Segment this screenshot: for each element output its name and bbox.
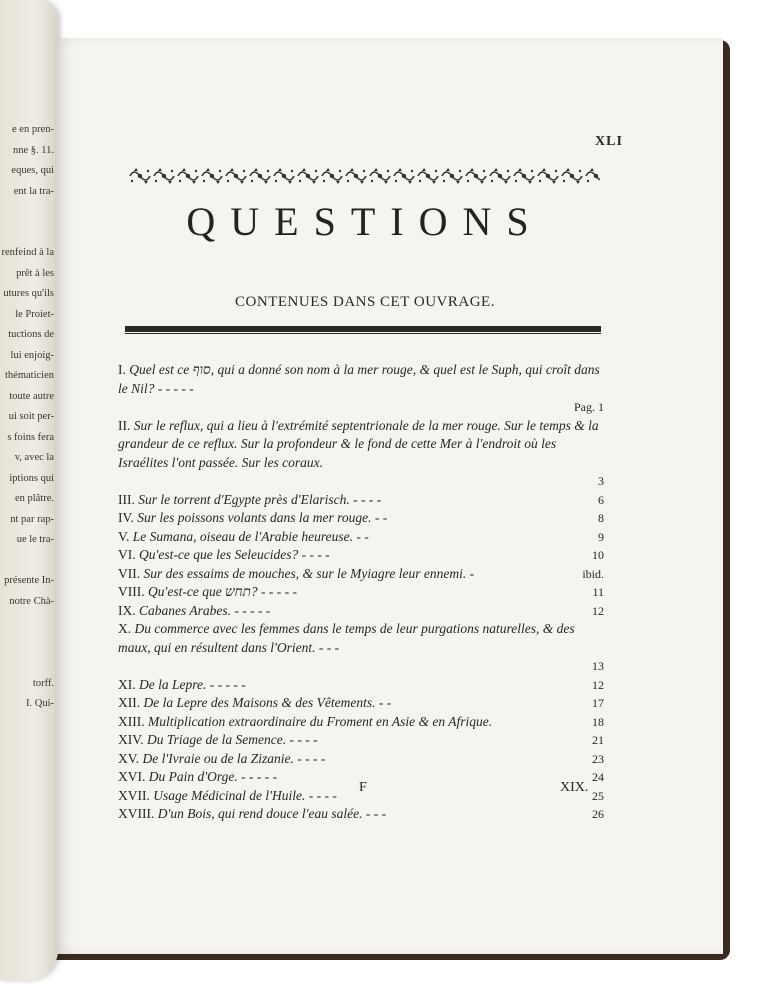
toc-entry-page: 12 [592, 603, 604, 618]
toc-entry [118, 694, 604, 713]
toc-entry-text: De l'Ivraie ou de la Zizanie. - - - - [142, 750, 326, 766]
left-page-line: I. Qui- [26, 698, 54, 709]
left-page-line: utures qu'ils [3, 288, 54, 299]
toc-entry-title [118, 546, 330, 565]
left-page-line [0, 202, 58, 223]
toc-entry-page: 24 [592, 770, 604, 784]
toc-entry [118, 805, 604, 824]
toc-entry-number: II. [118, 417, 134, 433]
toc-entry-title [118, 768, 277, 787]
catchword: XIX. [560, 780, 589, 795]
toc-entry-number: VIII. [118, 584, 148, 599]
toc-entry [118, 602, 604, 621]
toc-entry [118, 546, 604, 565]
left-page-line: en plâtre. [14, 493, 54, 504]
toc-entry-text: D'un Bois, qui rend douce l'eau salée. - - - [157, 806, 387, 821]
left-page-line: nt par rap- [10, 513, 54, 525]
toc-entry-title [118, 750, 325, 769]
toc-entry-number: XVIII. [118, 806, 158, 821]
left-page-line: e en pren- [12, 124, 54, 135]
toc-entry-text: Du commerce avec les femmes dans le temps de leur purgations naturelles, & des maux, qui en résultent dans l'Orient. - - - [118, 621, 575, 655]
toc-entry-page: 3 [598, 474, 604, 488]
toc-entry-page: Pag. 1 [574, 400, 604, 414]
toc-entry-text: De la Lepre. - - - - - [139, 676, 246, 692]
toc-entry-page: ibid. [582, 566, 604, 581]
toc-entry-page: 11 [592, 585, 604, 599]
toc-entry [118, 731, 604, 750]
left-page-line: iptions qui [9, 472, 54, 484]
toc-entry-text: Usage Médicinal de l'Huile. - - - - [153, 787, 337, 803]
left-page-line: lui enjoig- [10, 349, 54, 361]
left-page-line: torff. [32, 677, 54, 689]
toc-entry-title [118, 621, 575, 655]
toc-entry-text: Du Triage de la Semence. - - - - [147, 732, 318, 747]
toc-entry-title [118, 418, 599, 470]
left-page-line: nne §. 11. [12, 144, 54, 156]
toc-entry-title [118, 676, 246, 695]
left-page-line: eques, qui [11, 165, 54, 176]
ornament-band [128, 165, 600, 187]
toc-entry [118, 620, 604, 676]
page-title: QUESTIONS [186, 199, 544, 244]
toc-entry-title [118, 491, 381, 510]
toc-entry-number: VI. [118, 547, 139, 562]
toc-entry-page: 21 [592, 733, 604, 747]
toc-entry-text: Sur les poissons volants dans la mer rouge. - - [137, 510, 388, 525]
toc-entry-text: Sur le reflux, qui a lieu à l'extrémité septentrionale de la mer rouge. Sur le temps & la grandeur de ce reflux. Sur la profondeur & le fond de cette Mer à l'endroit où les Israélites l'ont passée. Sur les coraux. [118, 417, 599, 470]
toc-entry-text: Qu'est-ce que les Seleucides? - - - - [139, 547, 330, 562]
left-page-line: v, avec la [14, 452, 54, 463]
toc-entry-text: Sur le torrent d'Egypte près d'Elarisch. - - - - [138, 491, 382, 507]
toc-entry-title [118, 362, 600, 396]
left-page [0, 0, 58, 980]
toc-entry [118, 565, 604, 584]
toc-entry-text: Du Pain d'Orge. - - - - - [148, 769, 278, 784]
toc-entry-text: Multiplication extraordinaire du Froment en Asie & en Afrique. [148, 713, 493, 729]
table-of-contents [118, 361, 604, 824]
toc-entry-title [118, 583, 297, 602]
toc-entry-page: 17 [592, 696, 604, 710]
toc-entry-number: XVII. [118, 787, 154, 803]
toc-entry-title [118, 528, 369, 547]
left-page-line [0, 223, 58, 244]
toc-entry-number: IV. [118, 510, 138, 525]
toc-entry-number: XII. [118, 695, 144, 710]
toc-entry-number: XIII. [118, 713, 148, 729]
left-page-line: ui soit per- [8, 411, 54, 422]
toc-entry-page: 26 [592, 807, 604, 821]
left-page-line: le Proiet- [15, 308, 54, 320]
toc-entry-text: Le Sumana, oiseau de l'Arabie heureuse. - - [132, 528, 369, 544]
left-page-line: ent la tra- [13, 185, 54, 197]
left-page-line: renfeind à la [1, 247, 54, 258]
page-number: XLI [595, 134, 623, 149]
toc-entry-number: IX. [118, 602, 139, 618]
toc-entry-text: De la Lepre des Maisons & des Vêtements. - - [143, 695, 392, 710]
toc-entry [118, 713, 604, 732]
toc-entry-page: 18 [592, 714, 604, 729]
double-rule [125, 326, 601, 332]
toc-entry-text: Cabanes Arabes. - - - - - [139, 602, 271, 618]
toc-entry-title [118, 713, 492, 732]
toc-entry-number: XV. [118, 750, 143, 766]
toc-entry-page: 13 [592, 659, 604, 673]
toc-entry-number: X. [118, 621, 135, 636]
toc-entry [118, 509, 604, 528]
toc-entry-page: 25 [592, 788, 604, 803]
toc-entry-number: I. [118, 362, 130, 377]
toc-entry [118, 361, 604, 417]
toc-entry-title [118, 731, 318, 750]
left-page-line [0, 551, 58, 572]
toc-entry-title [118, 509, 387, 528]
toc-entry-number: XVI. [118, 769, 149, 784]
signature-mark: F [359, 780, 367, 795]
toc-entry-page: 6 [598, 492, 604, 507]
toc-entry-page: 9 [598, 529, 604, 544]
toc-entry-page: 12 [592, 677, 604, 692]
left-page-line [0, 653, 58, 674]
left-page-line: tuctions de [8, 329, 54, 340]
left-page-line [0, 633, 58, 654]
toc-entry-text: Quel est ce סוף, qui a donné son nom à la mer rouge, & quel est le Suph, qui croît dans le Nil? - - - - - [118, 362, 600, 396]
toc-entry [118, 528, 604, 547]
toc-entry-title [118, 694, 391, 713]
toc-entry-page: 23 [592, 751, 604, 766]
toc-entry-number: V. [118, 528, 133, 544]
toc-entry [118, 417, 604, 491]
toc-entry-number: III. [118, 491, 139, 507]
left-page-line: prêt à les [16, 267, 54, 279]
toc-entry-number: XIV. [118, 732, 148, 747]
toc-entry-title [118, 565, 474, 584]
left-page-line: thématicien [5, 370, 54, 381]
left-page-line: présente In- [4, 575, 54, 586]
toc-entry-text: Qu'est-ce que תחש? - - - - - [148, 584, 297, 599]
right-page [55, 38, 723, 954]
toc-entry [118, 491, 604, 510]
left-page-line: s foins fera [7, 431, 54, 443]
toc-entry-page: 10 [592, 548, 604, 562]
toc-entry-page: 8 [598, 511, 604, 525]
toc-entry-number: VII. [118, 565, 144, 581]
toc-entry-number: XI. [118, 676, 139, 692]
left-page-line: toute autre [9, 390, 54, 402]
toc-entry-title [118, 805, 386, 824]
left-page-line [0, 612, 58, 633]
toc-entry [118, 676, 604, 695]
toc-entry-text: Sur des essaims de mouches, & sur le Myiagre leur ennemi. - [143, 565, 475, 581]
toc-entry [118, 750, 604, 769]
toc-entry-title [118, 602, 270, 621]
left-page-text [0, 120, 58, 715]
toc-entry-title [118, 787, 337, 806]
left-page-line: notre Chà- [9, 595, 54, 607]
page-subtitle: CONTENUES DANS CET OUVRAGE. [235, 294, 495, 310]
toc-entry [118, 583, 604, 602]
left-page-line: ue le tra- [16, 534, 54, 545]
